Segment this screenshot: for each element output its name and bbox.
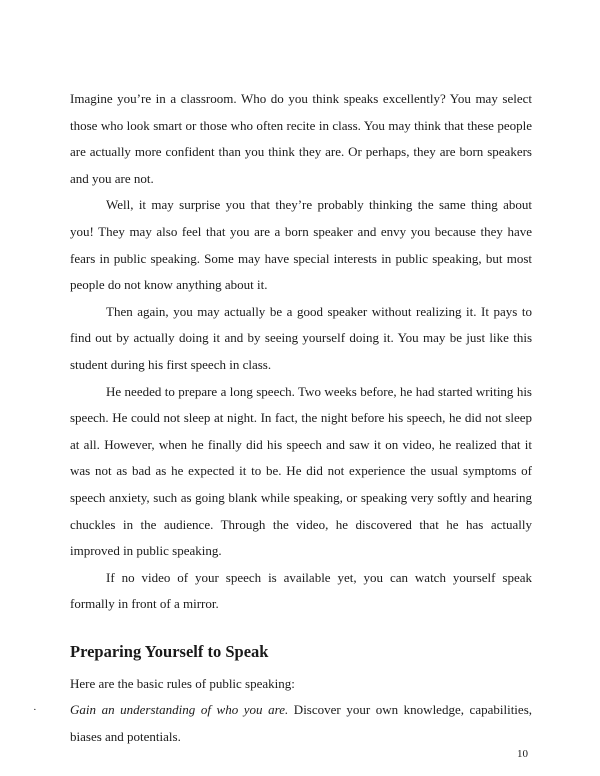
bullet-text: Discover your own knowledge, capabilities, biases and potentials. xyxy=(70,702,533,745)
page-number: 10 xyxy=(517,748,528,760)
section-heading: Preparing Yourself to Speak xyxy=(70,641,269,661)
page-body xyxy=(33,86,533,751)
paragraph-surprise: Well, it may surprise you that they’re probably thinking the same thing about you! They may also feel that you are a born speaker and envy you because they have fears in public speaking. Some may have special interests in public speaking, but most people do not know anything about it. xyxy=(70,197,532,293)
bullet-emphasis: Gain an understanding of who you are. xyxy=(70,702,289,718)
paragraph-mirror: If no video of your speech is available yet, you can watch yourself speak formally in front of a mirror. xyxy=(70,569,532,612)
paragraph-good-speaker: Then again, you may actually be a good speaker without realizing it. It pays to find out by actually doing it and by seeing yourself doing it. You may be just like this student during his first speech in class. xyxy=(70,303,532,372)
paragraph-classroom: Imagine you’re in a classroom. Who do you think speaks excellently? You may select those who look smart or those who often recite in class. You may think that these people are actually more confident than you think they are. Or perhaps, they are born speakers and you are not. xyxy=(70,91,532,186)
paragraph-student-story: He needed to prepare a long speech. Two weeks before, he had started writing his speech. He could not sleep at night. In fact, the night before his speech, he did not sleep at all. However, when he finally did his speech and saw it on video, he realized that it was not as bad as he expected it to be. He did not experience the usual symptoms of speech anxiety, such as going blank while speaking, or speaking very softly and hearing chuckles in the audience. Through the video, he discovered that he has actually improved in public speaking. xyxy=(70,383,532,559)
section-intro: Here are the basic rules of public speaking: xyxy=(70,675,295,691)
bullet-mark: · xyxy=(33,704,37,717)
bullet-item-understanding xyxy=(33,697,533,750)
